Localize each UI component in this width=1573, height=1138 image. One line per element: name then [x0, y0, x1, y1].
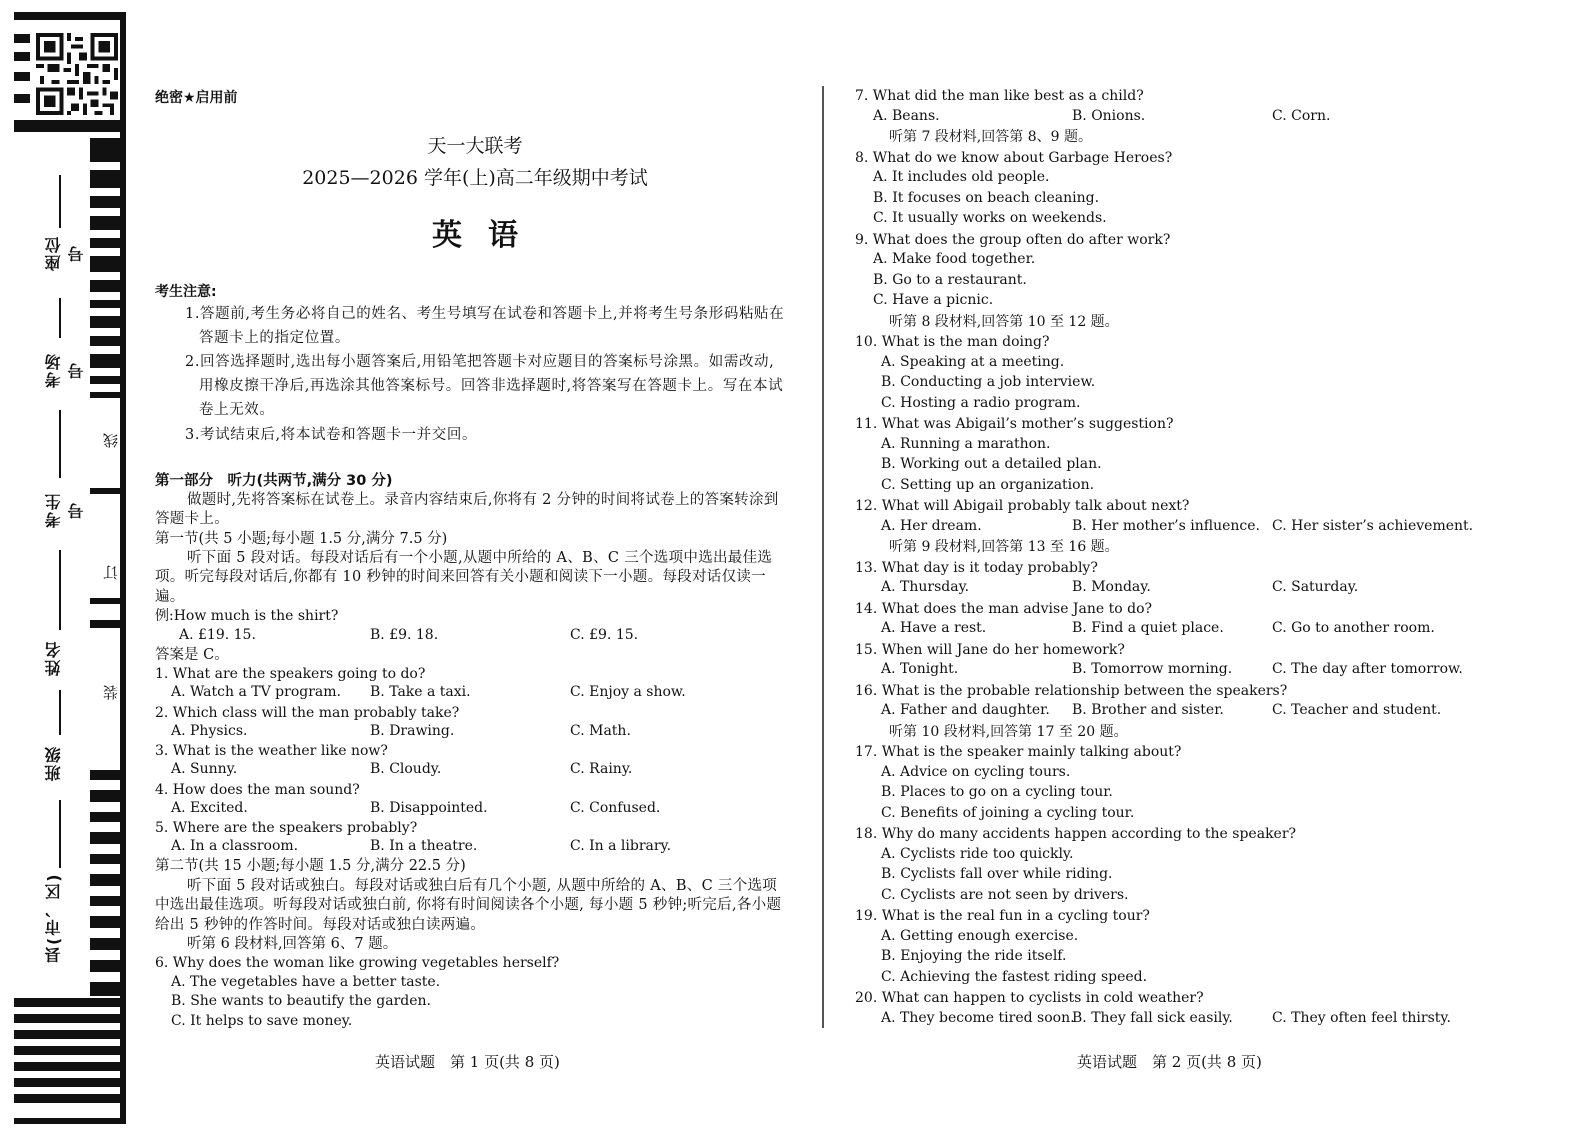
option-b: B. Drawing. [370, 722, 455, 739]
barcode-bar [14, 120, 126, 132]
secret-mark: 绝密★启用前 [155, 90, 238, 106]
county-label: 县(市、区) [42, 872, 70, 964]
notice-title: 考生注意: [155, 284, 217, 300]
option-c: C. The day after tomorrow. [1272, 661, 1463, 677]
question-2: 2. Which class will the man probably take? [155, 704, 460, 721]
question-12: 12. What will Abigail probably talk about next? [855, 498, 1190, 514]
question-1: 1. What are the speakers going to do? [155, 666, 426, 682]
option-b: B. They fall sick easily. [1072, 1009, 1233, 1026]
option-c: C. Achieving the fastest riding speed. [881, 968, 1148, 985]
barcode-bar [90, 392, 126, 398]
qr-code [36, 33, 118, 115]
column-divider [822, 86, 824, 1028]
barcode-bar [90, 598, 126, 604]
section1-intro: 听下面 5 段对话。每段对话后有一个小题,从题中所给的 A、B、C 三个选项中选出最佳选项。听完每段对话后,你都有 10 秒钟的时间来回答有关小题和阅读下一小题。每段对话仅读一遍。 [155, 550, 773, 605]
option-a: A. Tonight. [881, 661, 959, 677]
binding-strip [0, 0, 130, 1138]
barcode-bar [90, 256, 126, 272]
option-c: C. Teacher and student. [1272, 702, 1442, 718]
option-b: B. Working out a detailed plan. [881, 456, 1102, 472]
question-10: 10. What is the man doing? [855, 334, 1050, 350]
seat-number-label: 座位号 [42, 228, 70, 278]
page-footer-1: 英语试题 第 1 页(共 8 页) [375, 1053, 560, 1071]
barcode-bar [14, 1014, 126, 1023]
option-c: C. Setting up an organization. [881, 476, 1095, 493]
barcode-bar [90, 960, 126, 972]
option-b: B. Onions. [1072, 107, 1146, 124]
option-b: B. Places to go on a cycling tour. [881, 784, 1113, 800]
exam-title: 2025—2026 学年(上)高二年级期中考试 [302, 167, 648, 189]
room-number-line[interactable] [59, 298, 61, 338]
option-a: A. Father and daughter. [881, 702, 1050, 718]
class-line[interactable] [59, 690, 61, 735]
option-c: C. Go to another room. [1272, 620, 1435, 636]
county-line[interactable] [59, 800, 61, 868]
examinee-number-line[interactable] [59, 410, 61, 478]
option-b: B. In a theatre. [370, 838, 478, 855]
section2-title: 第二节(共 15 小题;每小题 1.5 分,满分 22.5 分) [155, 858, 466, 874]
question-19: 19. What is the real fun in a cycling tour? [855, 908, 1150, 924]
barcode-bar [14, 1078, 126, 1087]
question-16: 16. What is the probable relationship between the speakers? [855, 682, 1288, 699]
option-a: A. Speaking at a meeting. [881, 353, 1065, 370]
material-note-10: 听第 10 段材料,回答第 17 至 20 题。 [889, 723, 1128, 740]
option-b: B. Brother and sister. [1072, 702, 1224, 718]
option-a: A. Cyclists ride too quickly. [881, 845, 1074, 862]
organizer: 天一大联考 [427, 135, 523, 157]
barcode-bar [14, 94, 30, 103]
option-c: C. Enjoy a show. [570, 684, 686, 700]
option-a: A. Getting enough exercise. [881, 927, 1079, 944]
barcode-bar [90, 488, 126, 494]
question-13: 13. What day is it today probably? [855, 559, 1098, 576]
question-6: 6. Why does the woman like growing vegetables herself? [155, 955, 560, 971]
barcode-bar [90, 170, 126, 188]
seat-number-line[interactable] [59, 175, 61, 230]
option-a: A. Physics. [171, 722, 248, 739]
frame-bottom [14, 1118, 126, 1124]
barcode-bar [14, 52, 30, 61]
notice-text: 答题前,考生务必将自己的姓名、考生号填写在试卷和答题卡上,并将考生号条形码粘贴在答题卡上的指定位置。 [199, 306, 785, 346]
example-option-b: B. £9. 18. [370, 627, 439, 643]
notice-num: 2. [185, 354, 201, 370]
option-a: A. It includes old people. [873, 169, 1050, 185]
section1-title: 第一节(共 5 小题;每小题 1.5 分,满分 7.5 分) [155, 531, 448, 547]
examinee-number-label: 考生号 [42, 485, 70, 535]
option-a: A. Beans. [873, 107, 940, 124]
notice-item [185, 302, 789, 350]
material-note-8: 听第 8 段材料,回答第 10 至 12 题。 [889, 313, 1119, 330]
barcode-bar [14, 72, 30, 81]
question-17: 17. What is the speaker mainly talking about? [855, 744, 1182, 760]
option-a: A. Excited. [171, 799, 248, 816]
barcode-bar [14, 1030, 126, 1039]
barcode-bar [90, 196, 126, 208]
barcode-bar [90, 832, 126, 844]
barcode-bar [90, 300, 126, 308]
option-a: A. Thursday. [881, 579, 970, 595]
question-4: 4. How does the man sound? [155, 781, 360, 798]
option-c: C. Saturday. [1272, 579, 1359, 595]
barcode-bar [90, 138, 126, 162]
option-c: C. They often feel thirsty. [1272, 1009, 1451, 1026]
option-b: B. Conducting a job interview. [881, 374, 1096, 390]
notice-text: 回答选择题时,选出每小题答案后,用铅笔把答题卡对应题目的答案标号涂黑。如需改动,用橡皮擦干净后,再选涂其他答案标号。回答非选择题时,将答案写在答题卡上。写在本试卷上无效。 [199, 354, 784, 418]
example-option-a: A. £19. 15. [179, 627, 256, 643]
barcode-bar [90, 982, 126, 996]
example-answer: 答案是 C。 [155, 647, 229, 663]
cut-bind-label: 装 [100, 680, 120, 700]
question-15: 15. When will Jane do her homework? [855, 641, 1125, 658]
option-a: A. They become tired soon. [881, 1009, 1075, 1026]
option-a: A. In a classroom. [171, 838, 299, 855]
barcode-bar [90, 896, 126, 906]
barcode-bar [90, 216, 126, 230]
barcode-bar [90, 238, 126, 248]
option-b: B. Her mother’s influence. [1072, 517, 1260, 534]
option-c: C. Hosting a radio program. [881, 394, 1081, 411]
option-b: B. Cyclists fall over while riding. [881, 866, 1113, 882]
option-a: A. Have a rest. [881, 620, 987, 636]
barcode-bar [90, 620, 126, 628]
subject-title: 英语 [432, 218, 544, 253]
barcode-bar [90, 316, 126, 328]
question-9: 9. What does the group often do after work? [855, 231, 1171, 248]
question-11: 11. What was Abigail’s mother’s suggestion? [855, 416, 1174, 432]
option-b: B. Disappointed. [370, 799, 488, 816]
barcode-bar [14, 998, 126, 1007]
notice-num: 3. [185, 427, 201, 443]
barcode-bar [14, 1094, 126, 1103]
question-18: 18. Why do many accidents happen according to the speaker? [855, 826, 1297, 842]
option-a: A. Advice on cycling tours. [881, 763, 1071, 780]
room-number-label: 考场号 [42, 345, 70, 395]
option-c: C. Her sister’s achievement. [1272, 517, 1474, 534]
example-option-c: C. £9. 15. [570, 627, 639, 643]
barcode-bar [90, 336, 126, 346]
option-b: B. Take a taxi. [370, 684, 471, 700]
option-c: C. Confused. [570, 799, 661, 816]
q6-option-a: A. The vegetables have a better taste. [171, 974, 441, 990]
option-c: C. Corn. [1272, 107, 1331, 124]
option-c: C. It usually works on weekends. [873, 210, 1107, 226]
barcode-bar [90, 938, 126, 950]
q6-option-c: C. It helps to save money. [171, 1013, 353, 1029]
option-c: C. Cyclists are not seen by drivers. [881, 886, 1129, 903]
barcode-bar [14, 1046, 126, 1055]
question-8: 8. What do we know about Garbage Heroes? [855, 149, 1173, 166]
question-3: 3. What is the weather like now? [155, 743, 388, 760]
example-question: 例:How much is the shirt? [155, 608, 339, 624]
question-14: 14. What does the man advise Jane to do? [855, 600, 1153, 617]
cut-line-label: 线 [100, 428, 120, 448]
option-c: C. Math. [570, 722, 631, 739]
barcode-bar [90, 770, 126, 780]
barcode-bar [90, 376, 126, 384]
option-b: B. It focuses on beach cleaning. [873, 189, 1100, 206]
q6-option-b: B. She wants to beautify the garden. [171, 993, 431, 1009]
part1-title: 第一部分 听力(共两节,满分 30 分) [155, 473, 393, 489]
notice-text: 考试结束后,将本试卷和答题卡一并交回。 [200, 427, 478, 443]
option-b: B. Find a quiet place. [1072, 620, 1224, 636]
part1-intro: 做题时,先将答案标在试卷上。录音内容结束后,你将有 2 分钟的时间将试卷上的答案转涂到答题卡上。 [155, 492, 779, 528]
barcode-bar [90, 854, 126, 864]
question-7: 7. What did the man like best as a child? [855, 88, 1144, 104]
option-a: A. Her dream. [881, 517, 982, 534]
material-6-note: 听第 6 段材料,回答第 6、7 题。 [187, 936, 398, 952]
option-b: B. Tomorrow morning. [1072, 661, 1233, 677]
option-a: A. Make food together. [873, 251, 1036, 267]
cut-order-label: 订 [100, 560, 120, 580]
class-label: 班级 [42, 745, 70, 781]
option-b: B. Monday. [1072, 579, 1151, 595]
barcode-bar [90, 812, 126, 822]
name-label: 姓名 [42, 640, 70, 676]
material-note-7: 听第 7 段材料,回答第 8、9 题。 [889, 129, 1092, 145]
name-line[interactable] [59, 550, 61, 630]
option-c: C. In a library. [570, 838, 672, 855]
option-c: C. Have a picnic. [873, 292, 994, 308]
barcode-bar [90, 874, 126, 886]
option-a: A. Watch a TV program. [171, 684, 341, 700]
option-c: C. Rainy. [570, 761, 633, 778]
notice-item [185, 350, 789, 422]
option-b: B. Go to a restaurant. [873, 271, 1027, 288]
barcode-bar [90, 280, 126, 292]
frame-top [14, 12, 126, 20]
barcode-bar [14, 34, 30, 43]
barcode-bar [90, 916, 126, 928]
question-5: 5. Where are the speakers probably? [155, 820, 418, 837]
option-a: A. Sunny. [171, 761, 238, 778]
question-20: 20. What can happen to cyclists in cold weather? [855, 990, 1204, 1006]
option-b: B. Enjoying the ride itself. [881, 948, 1067, 964]
option-a: A. Running a marathon. [881, 435, 1051, 452]
option-b: B. Cloudy. [370, 761, 442, 778]
material-note-9: 听第 9 段材料,回答第 13 至 16 题。 [889, 539, 1119, 555]
option-c: C. Benefits of joining a cycling tour. [881, 804, 1135, 821]
barcode-bar [90, 790, 126, 802]
section2-intro: 听下面 5 段对话或独白。每段对话或独白后有几个小题, 从题中所给的 A、B、C 三个选项中选出最佳选项。听每段对话或独白前, 你将有时间阅读各个小题, 每小题 5 秒钟;听完后,各小题给出 5 秒钟的作答时间。每段对话或独白读两遍。 [155, 878, 782, 933]
page-footer-2: 英语试题 第 2 页(共 8 页) [1077, 1053, 1262, 1071]
notice-item [185, 423, 789, 447]
notice-num: 1. [185, 306, 201, 322]
barcode-bar [14, 1062, 126, 1071]
barcode-bar [90, 354, 126, 368]
